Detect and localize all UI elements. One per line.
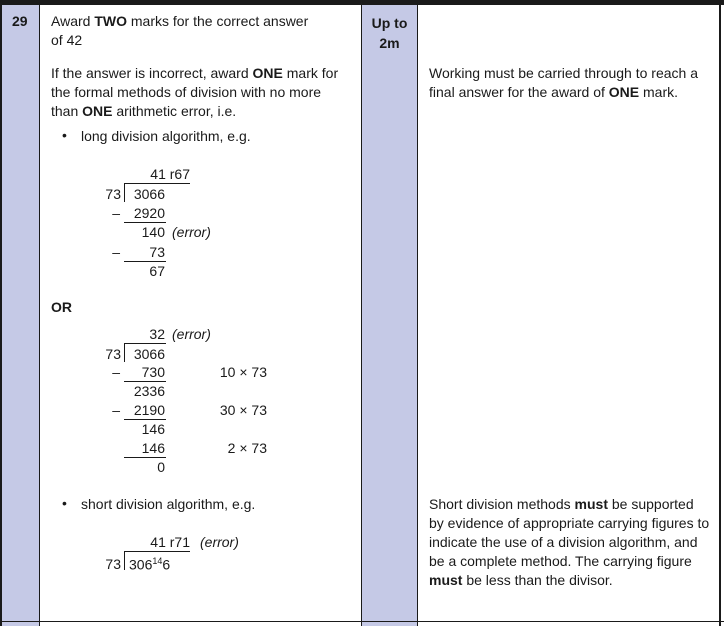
guidance2-p2: be supported by evidence of appropriate carrying figures to indicate the use of a division algorithm, and be a complete method. The carrying figure [429,496,710,569]
short-quotient: 41 r71 [150,534,190,550]
award-two-pre: Award [51,13,95,29]
bullet-long-division: long division algorithm, e.g. [81,128,251,144]
marks-column [361,5,418,626]
long1-dividend: 3066 [133,186,165,202]
long1-line-1 [124,222,166,223]
guidance2-p1: Short division methods [429,496,575,512]
short-carry: 14 [152,556,163,566]
long2-quotient: 32 [149,326,165,342]
long2-sub-3: 146 [141,440,165,456]
long2-line-3 [124,457,166,458]
long1-minus-1: – [112,205,120,221]
award-one-b1: ONE [252,65,283,81]
award-one-p1: If the answer is incorrect, award [51,65,253,81]
long2-error-note: (error) [172,326,211,342]
long1-sub-1: 2920 [133,205,165,221]
long2-divisor: 73 [105,346,121,362]
guidance2-p3: be less than the divisor. [462,572,613,588]
guidance-short-division [429,495,711,590]
long1-minus-2: – [112,244,120,260]
long1-line-2 [124,261,166,262]
guidance-working [429,64,711,102]
guidance2-b2: must [429,572,463,588]
long1-bracket-top [124,183,190,184]
long2-rem-3: 0 [157,459,165,475]
award-one-text [51,64,351,121]
long2-minus-2: – [112,402,120,418]
guidance1-p2: mark. [639,84,678,100]
long1-sub-2: 73 [149,244,165,260]
long2-bracket-top [124,343,166,344]
bullet-icon: • [62,127,67,143]
award-one-p3: arithmetic error, i.e. [112,103,237,119]
award-two-bold: TWO [94,13,127,29]
short-dividend-a: 306 [129,556,153,573]
award-two-text [51,12,351,50]
marks-available [361,13,418,53]
long2-note-3: 2 × 73 [227,440,267,456]
long1-divisor: 73 [105,186,121,202]
long2-note-1: 10 × 73 [219,364,267,380]
short-bracket-side [124,551,125,570]
long1-rem-1: 140 [141,224,165,240]
or-label: OR [51,299,72,315]
award-one-b2: ONE [82,103,113,119]
question-column [0,5,40,626]
short-error-note: (error) [200,534,239,550]
long2-rem-1: 2336 [133,383,165,399]
long2-minus-1: – [112,364,120,380]
guidance1-p1: Working must be carried through to reach a final answer for the award of [429,65,698,100]
long2-rem-2: 146 [141,421,165,437]
long2-line-2 [124,419,166,420]
question-number: 29 [12,13,28,29]
right-border [719,5,721,626]
marks-line-1: Up to [371,15,408,31]
long2-sub-2: 2190 [133,402,165,418]
bottom-rule [0,621,724,622]
long1-rem-2: 67 [149,263,165,279]
short-dividend-b: 6 [162,556,171,573]
guidance1-b1: ONE [608,84,640,100]
long1-error-note: (error) [172,224,211,240]
award-two-line2: of 42 [51,32,83,48]
bullet-icon-2: • [62,495,67,511]
guidance2-b1: must [574,496,608,512]
bullet-short-division: short division algorithm, e.g. [81,496,256,512]
long2-sub-1: 730 [141,364,165,380]
short-dividend [129,556,170,573]
marks-line-2: 2m [379,35,400,51]
long2-dividend: 3066 [133,346,165,362]
long2-note-2: 30 × 73 [219,402,267,418]
award-two-post: marks for the correct answer [126,13,309,29]
long2-line-1 [124,381,166,382]
award-one-p2: mark for the formal methods of division with no more than [51,65,339,119]
short-divisor: 73 [105,556,121,572]
long1-quotient: 41 r67 [150,166,190,182]
short-bracket-top [124,551,190,552]
